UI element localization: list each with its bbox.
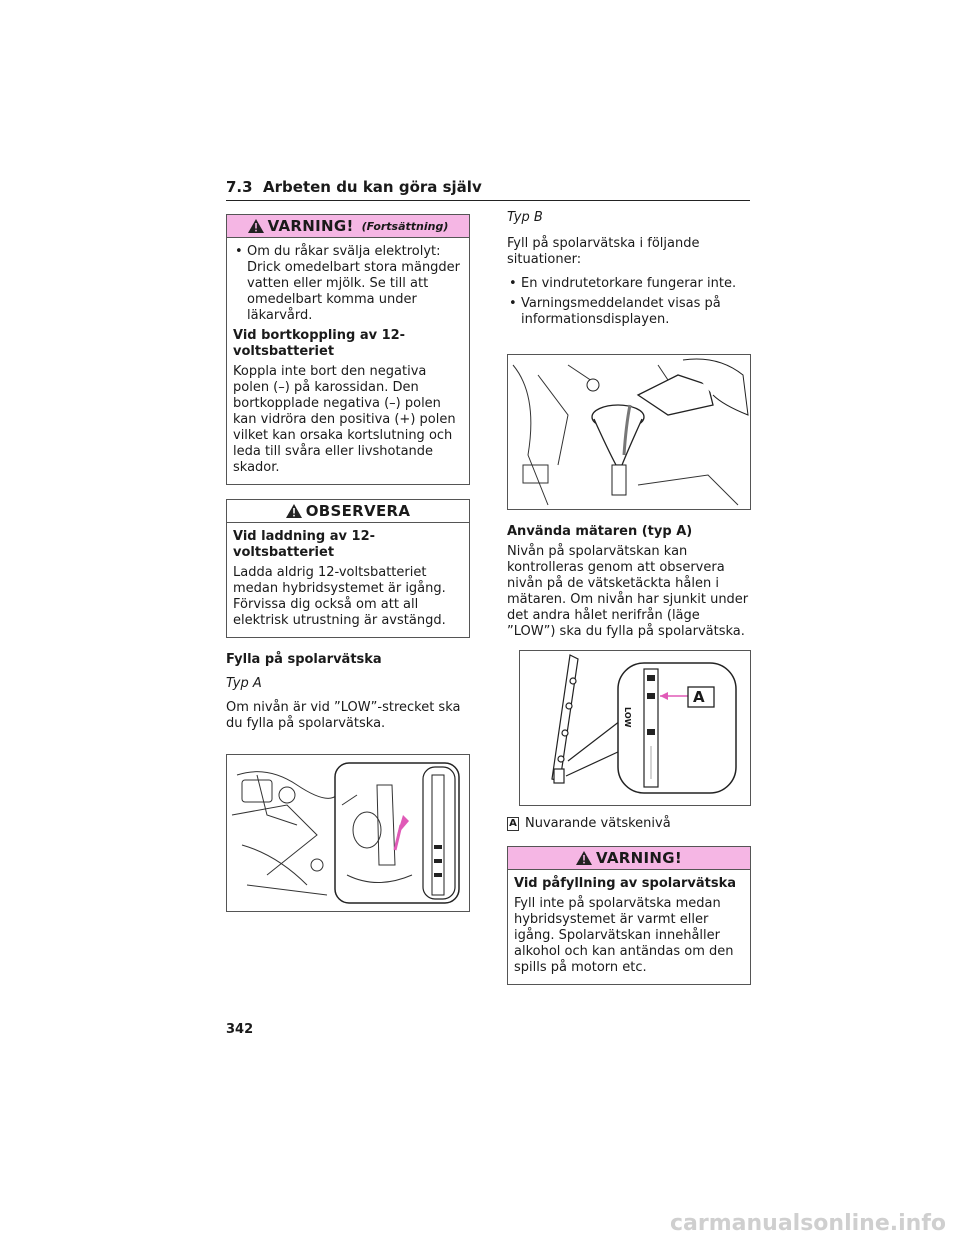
typ-b-intro: Fyll på spolarvätska i följande situationer: (507, 236, 700, 267)
warning-triangle-icon (286, 504, 302, 518)
section-title: Arbeten du kan göra själv (263, 178, 482, 196)
typ-b-bullet-2: • Varningsmeddelandet visas på informationsdisplayen. (507, 296, 751, 328)
warning-subtitle: (Fortsättning) (361, 219, 449, 233)
section-number: 7.3 (226, 178, 253, 196)
gauge-illustration (520, 651, 750, 805)
warning-title: VARNING! (267, 217, 354, 235)
engine-bay-typ-b-figure (507, 354, 751, 510)
typ-a-label: Typ A (226, 676, 262, 691)
washer-fluid-heading: Fylla på spolarvätska (226, 652, 382, 667)
warning-title: VARNING! (596, 849, 682, 867)
warning-header (508, 847, 750, 870)
notice-title: OBSERVERA (305, 502, 411, 520)
section-header (226, 178, 750, 201)
gauge-low-text: LOW (623, 707, 632, 728)
page-number: 342 (226, 1022, 254, 1037)
left-column (226, 214, 470, 912)
right-column (507, 210, 751, 985)
warning-box-continued (226, 214, 470, 485)
gauge-figure (519, 650, 751, 806)
typ-a-text: Om nivån är vid ”LOW”-strecket ska du fylla på spolarvätska. (226, 700, 461, 731)
gauge-heading: Använda mätaren (typ A) (507, 524, 693, 539)
gauge-text: Nivån på spolarvätskan kan kontrolleras genom att observera nivån på de vätsketäckta hålen i mätaren. Om nivån har sjunkit under det andra hålet nerifrån (läge ”LOW”) ska du fylla på spolarvätska. (507, 544, 749, 639)
warning-bullet: • Om du råkar svälja elektrolyt: Drick omedelbart stora mängder vatten eller mjölk. Se till att omedelbart komma under läkarvård. (233, 244, 463, 324)
warning-text: Koppla inte bort den negativa polen (–) på karossidan. Den bortkopplade negativa (–) polen kan vidröra den positiva (+) polen vilket kan orsaka kortslutning och leda till svåra eller livshotande skador. (233, 364, 456, 475)
typ-b-label: Typ B (507, 210, 543, 225)
warning-heading: Vid påfyllning av spolarvätska (514, 876, 737, 891)
notice-text: Ladda aldrig 12-voltsbatteriet medan hybridsystemet är igång. Förvissa dig också om att all elektrisk utrustning är avstängd. (233, 565, 446, 628)
engine-bay-typ-a-figure (226, 754, 470, 912)
warning-triangle-icon (248, 219, 264, 233)
watermark: carmanualsonline.info (670, 1211, 946, 1236)
typ-b-bullet-1: • En vindrutetorkare fungerar inte. (507, 276, 751, 292)
warning-header (227, 215, 469, 238)
warning-heading: Vid bortkoppling av 12-voltsbatteriet (233, 328, 406, 359)
legend-text: Nuvarande vätskenivå (525, 816, 671, 831)
legend-item (507, 816, 751, 832)
warning-box-refill (507, 846, 751, 985)
legend-label-a: A (507, 817, 519, 831)
warning-triangle-icon (576, 851, 592, 865)
gauge-label-a: A (693, 688, 705, 706)
refill-illustration (508, 355, 750, 509)
notice-header (227, 500, 469, 523)
notice-heading: Vid laddning av 12-voltsbatteriet (233, 529, 376, 560)
warning-text: Fyll inte på spolarvätska medan hybridsystemet är varmt eller igång. Spolarvätskan innehåller alkohol och kan antändas om den spills på motorn etc. (514, 896, 734, 975)
engine-bay-illustration (227, 755, 469, 911)
notice-box (226, 499, 470, 638)
